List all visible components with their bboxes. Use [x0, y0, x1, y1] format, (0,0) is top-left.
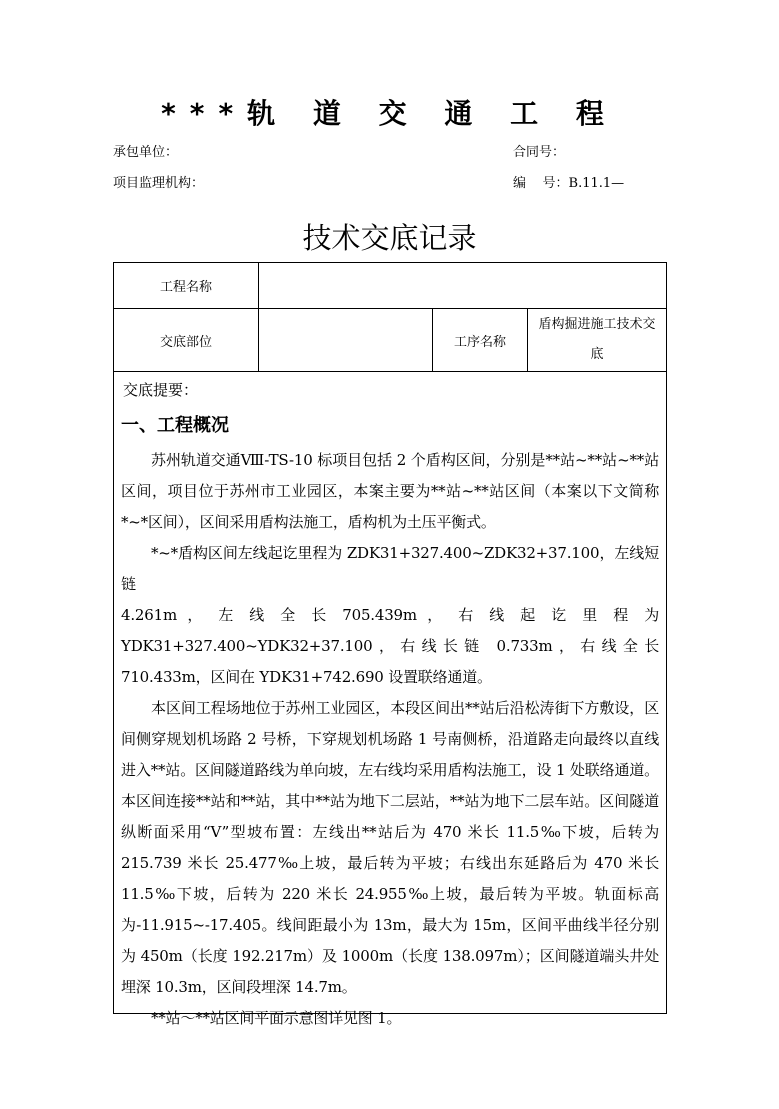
overview-paragraph-line: 4.261m ， 左 线 全 长 705.439m ， 右 线 起 讫 里 程 为 — [121, 606, 659, 624]
overview-paragraph: 本区间工程场地位于苏州工业园区，本段区间出**站后沿松涛街下方敷设，区间侧穿规划机场路 2 号桥，下穿规划机场路 1 号南侧桥，沿道路走向最终以直线进入**站。区间隧道路线为单向坡，左右线均采用盾构法施工，设 1 处联络通道。本区间连接**站和**站，其中**站为地下二层站，**站为地下二层车站。区间隧道纵断面采用“V”型坡布置：左线出**站后为 470 米长 11.5‰下坡，后转为 215.739 米长 25.477‰上坡，最后转为平坡；右线出东延路后为 470 米长 11.5‰下坡，后转为 220 米长 24.955‰上坡，最后转为平坡。轨面标高为-11.915~-17.405。线间距最小为 13m，最大为 15m，区间平曲线半径分别为 450m（长度 192.217m）及 1000m（长度 138.097m）；区间隧道端头井处埋深 10.3m，区间段埋深 14.7m。 — [121, 699, 659, 996]
handover-part-value — [259, 309, 432, 371]
project-name-label: 工程名称 — [159, 280, 212, 295]
supervisor-label: 项目监理机构： — [113, 176, 205, 191]
process-name-value: 盾构掘进施工技术交底 — [538, 317, 656, 362]
contract-number-label: 合同号： — [513, 145, 566, 160]
overview-text — [121, 445, 659, 1034]
overview-paragraph: 苏州轨道交通Ⅷ-TS-10 标项目包括 2 个盾构区间，分别是**站~**站~**站区间，项目位于苏州市工业园区，本案主要为**站~**站区间（本案以下文简称*~*区间），区间采用盾构法施工，盾构机为土压平衡式。 — [121, 451, 659, 531]
section-heading: 一、工程概况 — [121, 415, 229, 436]
process-name-label: 工序名称 — [453, 334, 506, 350]
summary-label: 交底提要： — [123, 381, 199, 399]
handover-record-table — [113, 262, 667, 1027]
document-title: 技术交底记录 — [302, 221, 477, 255]
project-title: ***轨 道 交 通 工 程 — [161, 97, 618, 130]
table-divider — [114, 371, 666, 372]
handover-part-label: 交底部位 — [159, 334, 212, 350]
contractor-label: 承包单位： — [113, 145, 179, 160]
overview-paragraph-line: *~*盾构区间左线起讫里程为 ZDK31+327.400~ZDK32+37.100，左线短链 — [121, 544, 659, 593]
project-name-value — [259, 263, 666, 308]
overview-paragraph: YDK31+327.400~YDK32+37.100，右线长链 0.733m，右线全长 710.433m，区间在 YDK31+742.690 设置联络通道。 — [121, 637, 659, 686]
overview-paragraph: **站～**站区间平面示意图详见图 1。 — [151, 1009, 402, 1027]
serial-number-label: 编 号：B.11.1— — [513, 176, 625, 191]
